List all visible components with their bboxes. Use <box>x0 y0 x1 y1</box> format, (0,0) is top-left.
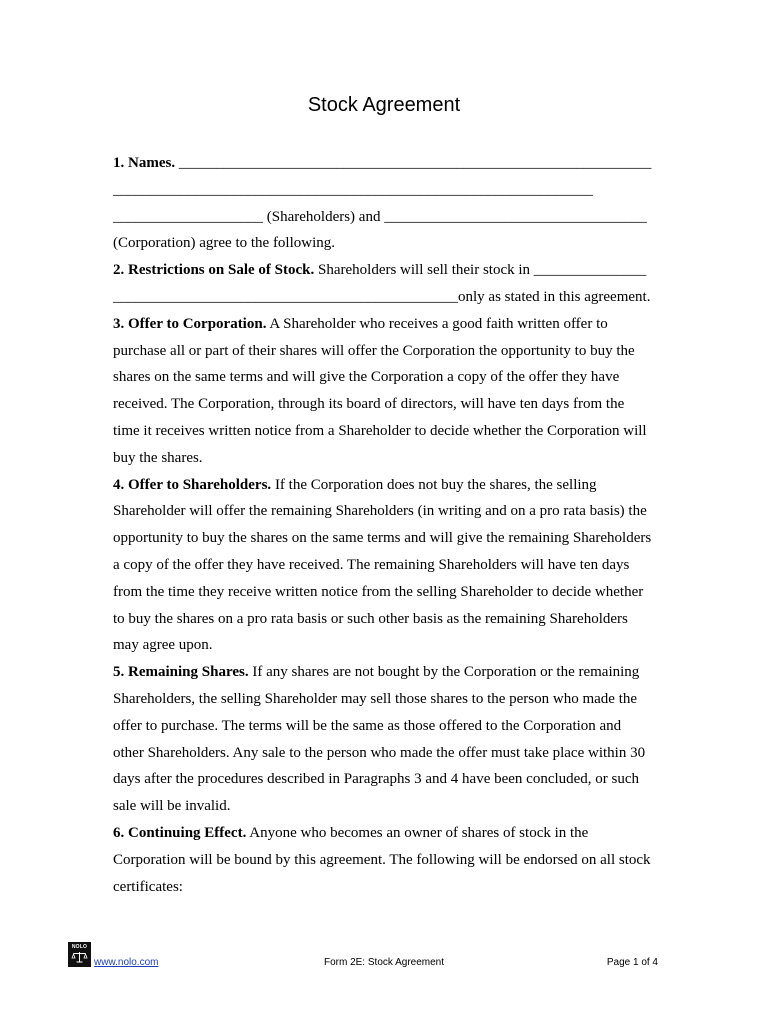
nolo-website-link[interactable]: www.nolo.com <box>94 957 159 968</box>
section-line <box>113 472 658 499</box>
page-footer <box>68 942 658 968</box>
section-line <box>113 820 658 847</box>
section-line: Shareholder will offer the remaining Shareholders (in writing and on a pro rata basis) the <box>113 503 647 520</box>
section-line: Shareholders, the selling Shareholder may sell those shares to the person who made the <box>113 690 638 707</box>
section-heading: 5. Remaining Shares. <box>113 664 249 681</box>
section-continuing-effect <box>113 820 658 900</box>
section-heading: 1. Names. <box>113 155 176 171</box>
section-heading: 2. Restrictions on Sale of Stock. <box>113 262 315 279</box>
section-line <box>113 659 658 686</box>
section-heading: 3. Offer to Corporation. <box>113 315 267 332</box>
section-restrictions <box>113 257 658 311</box>
section-line: buy the shares. <box>113 449 203 466</box>
section-line: (Corporation) agree to the following. <box>113 235 336 252</box>
section-text: If the Corporation does not buy the shares, the selling <box>271 476 597 493</box>
section-line: time it receives written notice from a Shareholder to decide whether the Corporation will <box>113 422 647 439</box>
section-line: opportunity to buy the shares on the same terms and will give the remaining Shareholders <box>113 530 652 547</box>
section-line <box>113 257 658 284</box>
section-line: a copy of the offer they have received. The remaining Shareholders will have ten days <box>113 556 630 573</box>
section-line: sale will be invalid. <box>113 798 231 815</box>
section-line: purchase all or part of their shares will offer the Corporation the opportunity to buy the <box>113 342 635 359</box>
section-line: shares on the same terms and will give the Corporation a copy of the offer they have <box>113 369 620 386</box>
section-line: ________________________________________________________________ <box>113 181 593 198</box>
section-heading: 6. Continuing Effect. <box>113 824 247 841</box>
section-text: _______________________________________________________________ <box>175 155 652 171</box>
section-line: other Shareholders. Any sale to the person who made the offer must take place within 30 <box>113 744 646 761</box>
document-title: Stock Agreement <box>307 94 461 116</box>
section-line: days after the procedures described in Paragraphs 3 and 4 have been concluded, or such <box>113 771 640 788</box>
section-offer-to-shareholders <box>113 472 658 660</box>
section-text: Anyone who becomes an owner of shares of stock in the <box>246 824 589 841</box>
document-body <box>113 150 658 900</box>
section-line: from the time they receive written notice from the selling Shareholder to decide whether <box>113 583 644 600</box>
section-line: ______________________________________________only as stated in this agreement. <box>113 288 651 305</box>
section-line: ____________________ (Shareholders) and ___________________________________ <box>113 208 647 225</box>
section-text: Shareholders will sell their stock in _______________ <box>314 262 647 279</box>
section-line: Corporation will be bound by this agreement. The following will be endorsed on all stock <box>113 851 651 868</box>
section-line: to buy the shares on a pro rata basis or such other basis as the remaining Shareholders <box>113 610 628 627</box>
section-names <box>113 150 658 257</box>
section-line: received. The Corporation, through its board of directors, will have ten days from the <box>113 396 625 413</box>
section-line <box>113 150 658 177</box>
section-remaining-shares <box>113 659 658 820</box>
section-line: offer to purchase. The terms will be the same as those offered to the Corporation and <box>113 717 622 734</box>
section-line <box>113 311 658 338</box>
footer-page-number: Page 1 of 4 <box>606 957 658 968</box>
footer-form-label: Form 2E: Stock Agreement <box>323 957 445 968</box>
logo-text: NOLO <box>71 944 88 950</box>
section-line: may agree upon. <box>113 637 213 654</box>
section-offer-to-corporation <box>113 311 658 472</box>
section-line: certificates: <box>113 878 183 895</box>
section-heading: 4. Offer to Shareholders. <box>113 476 272 493</box>
section-text: If any shares are not bought by the Corporation or the remaining <box>248 664 640 681</box>
section-text: A Shareholder who receives a good faith written offer to <box>266 315 608 332</box>
